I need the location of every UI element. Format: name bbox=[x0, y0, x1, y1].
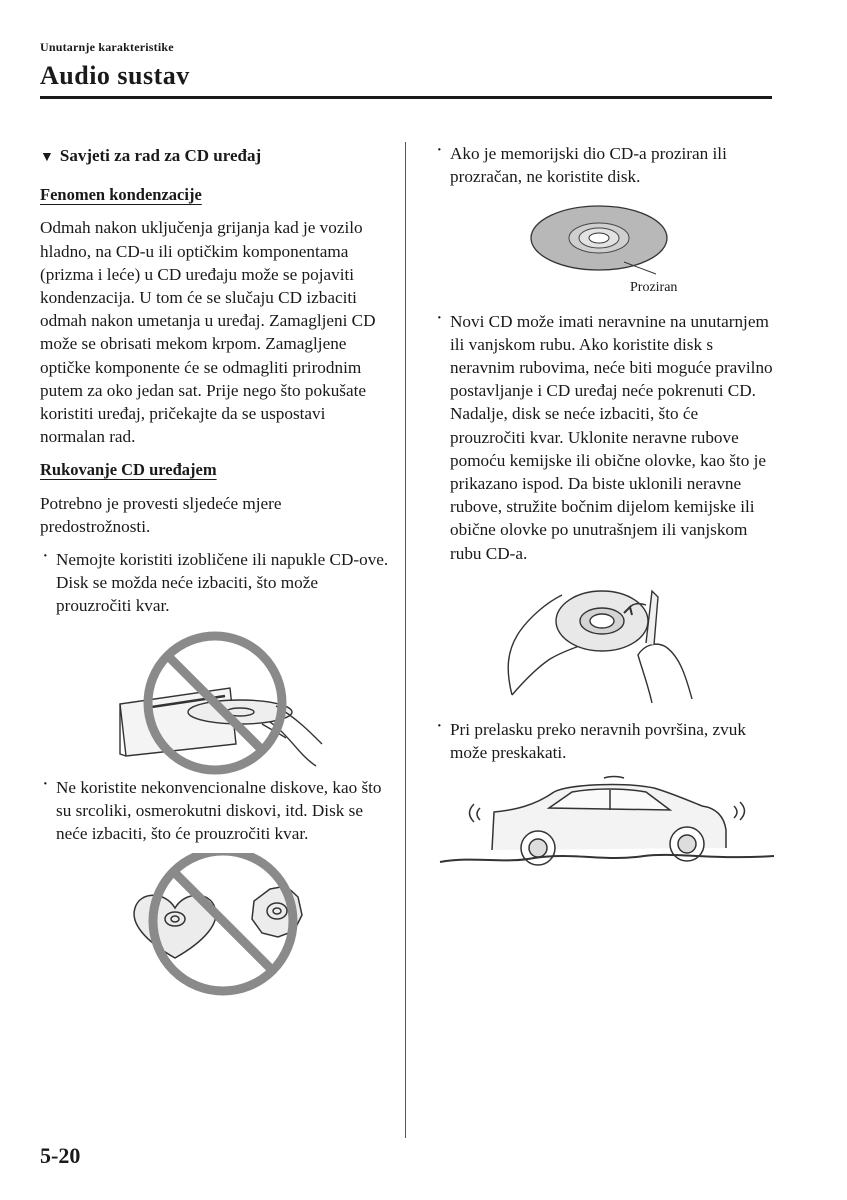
paragraph-condensation: Odmah nakon uključenja grijanja kad je vozilo hladno, na CD-u ili optičkim komponentama (prizma i leće) u CD uređaju može se pojaviti kondenzacija. U tom će se slučaju CD izbaciti odmah nakon umetanja u uređaj. Zamagljeni CD može se obrisati mekom krpom. Zamagljene optičke komponente će se odmagliti prirodnim putem za oko jedan sat. Prije nego što pokušate koristiti uređaj, pričekajte da se uspostavi normalan rad. bbox=[40, 218, 376, 447]
header-rule bbox=[40, 96, 772, 99]
subheading bbox=[40, 144, 390, 169]
subheading-text: Savjeti za rad za CD uređaj bbox=[59, 146, 262, 165]
paragraph-precautions: Potrebno je provesti sljedeće mjere predostrožnosti. bbox=[40, 493, 282, 536]
bullet-rough-roads: · Pri prelasku preko neravnih površina, zvuk može preskakati. bbox=[434, 718, 774, 764]
page-title: Audio sustav bbox=[40, 61, 190, 90]
topic-handling: Rukovanje CD uređajem bbox=[40, 460, 217, 480]
page-number: 5-20 bbox=[40, 1143, 81, 1168]
no-cracked-cd-illustration bbox=[40, 626, 390, 776]
bullet-rough-edges: · Novi CD može imati neravnine na unutarnjem ili vanjskom rubu. Ako koristite disk s neravnim rubovima, neće biti moguće pravilno postavljanje i CD uređaj neće pokrenuti CD. Nadalje, disk se neće izbaciti, što će prouzročiti kvar. Uklonite neravne rubove pomoću kemijske ili obične olovke, kao što je prikazano ispod. Da biste uklonili neravne rubove, stružite bočnim dijelom kemijske ili obične olovke po unutrašnjem ili vanjskom rubu CD-a. bbox=[434, 310, 774, 565]
bullet-transparent-cd: · Ako je memorijski dio CD-a proziran ili prozračan, ne koristite disk. bbox=[434, 142, 774, 188]
topic-condensation: Fenomen kondenzacije bbox=[40, 185, 202, 205]
transparent-caption: Proziran bbox=[630, 280, 678, 296]
remove-rough-edges-illustration bbox=[434, 573, 774, 708]
column-divider bbox=[405, 142, 406, 1138]
no-shaped-discs-illustration bbox=[40, 853, 390, 1003]
bullet-deformed-cd: · Nemojte koristiti izobličene ili napukle CD-ove. Disk se možda neće izbaciti, što može prouzročiti kvar. bbox=[40, 548, 390, 618]
bullet-unconventional-discs: · Ne koristite nekonvencionalne diskove, kao što su srcoliki, osmerokutni diskovi, itd. Disk se neće izbaciti, što će prouzročiti kvar. bbox=[40, 776, 390, 846]
car-bumpy-road-illustration bbox=[434, 772, 774, 872]
right-column bbox=[434, 142, 774, 872]
triangle-icon: ▼ bbox=[40, 150, 54, 165]
page-header bbox=[40, 40, 772, 91]
section-label: Unutarnje karakteristike bbox=[40, 40, 174, 54]
left-column bbox=[40, 142, 390, 1003]
transparent-cd-illustration bbox=[434, 196, 774, 276]
